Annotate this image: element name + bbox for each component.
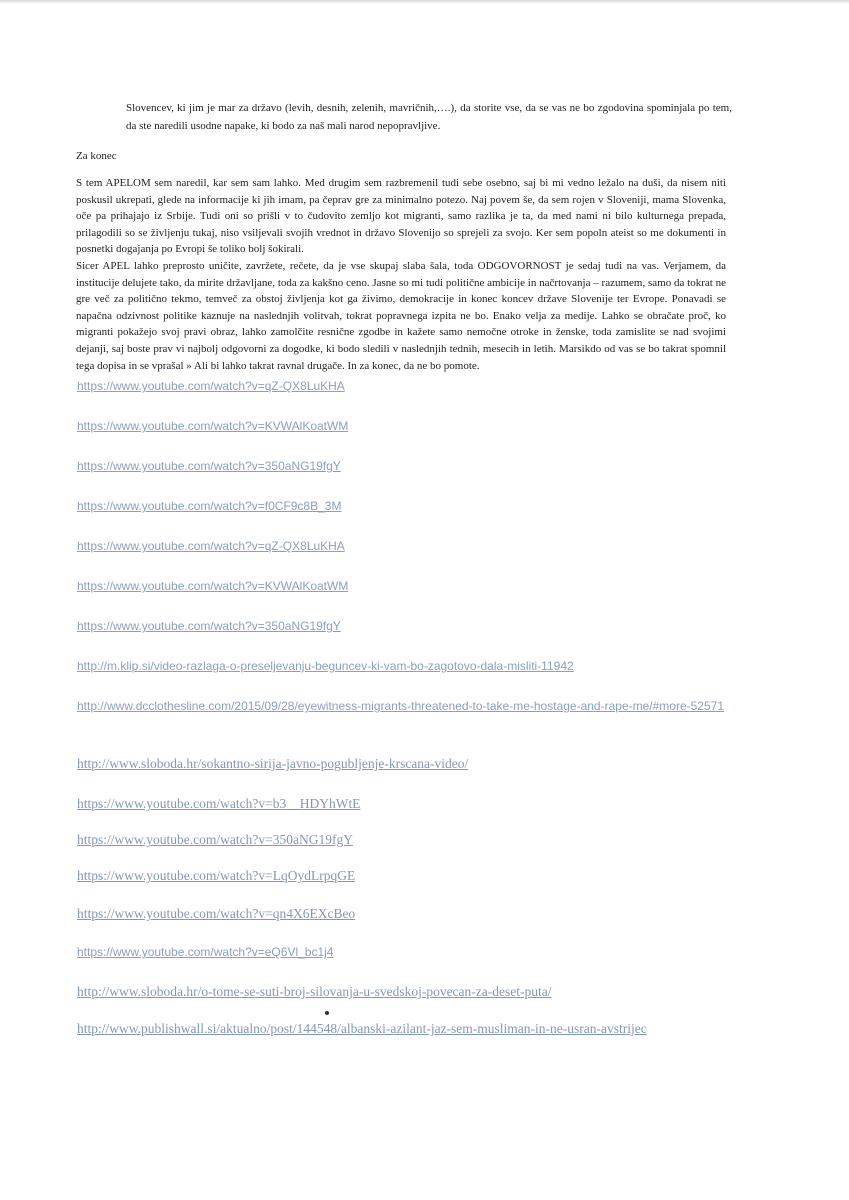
url-link[interactable]: https://www.youtube.com/watch?v=qZ-QX8LuKHA [77, 539, 345, 553]
link-item [77, 795, 727, 813]
link-item [77, 905, 727, 923]
link-item [77, 1020, 727, 1038]
link-item [77, 983, 727, 1001]
paragraph-responsibility: Sicer APEL lahko preprosto uničite, zavržete, rečete, da je vse skupaj slaba šala, toda ODGOVORNOST je sedaj tudi na vas. Verjamem, da institucije delujete tako, da mirite državljane, toda za kakšno ceno. Jasne so mi tudi politične ambicije in načrtovanja – razumem, samo da tokrat ne gre več za politično tekmo, temveč za obstoj življenja kot ga živimo, demokracije in konec koncev države Slovenije ter Evrope. Ponavadi se napačna odzivnost politike kaznuje na naslednjih volitvah, tokrat popravnega izpita ne bo. Enako velja za medije. Lahko se obračate proč, ko migranti pokažejo svoj pravi obraz, lahko zamolčite resnične zgodbe in kažete samo nemočne otroke in ženske, toda zamislite se nad svojimi dejanji, saj boste prav vi najbolj odgovorni za dogodke, ki bodo sledili v naslednjih tednih, mesecih in letih. Marsikdo od vas se bo takrat spomnil tega dopisa in se vprašal » Ali bi lahko takrat ravnal drugače. In za konec, da ne bo pomote. [76, 259, 726, 372]
link-item [77, 577, 727, 595]
paragraph-appeal: S tem APELOM sem naredil, kar sem sam lahko. Med drugim sem razbremenil tudi sebe osebno, saj bi mi vedno ležalo na duši, da nisem niti poskusil ukrepati, glede na informacije ki jih imam, pa čeprav gre za minimalno potezo. Naj povem še, da sem rojen v Sloveniji, mama Slovenka, oče pa prihajajo iz Srbije. Tudi oni so prišli v to čudovito zemljo kot migranti, samo razlika je ta, da med nami ni bilo kulturnega prepada, prilagodili so se življenju tukaj, niso vsiljevali svojih vrednot in državo Slovenijo so sprejeli za svojo. Ker sem popoln ateist so me dokumenti in posnetki dogajanja po Evropi še toliko bolj šokirali. [76, 177, 726, 256]
url-link[interactable]: http://www.publishwall.si/aktualno/post/144548/albanski-azilant-jaz-sem-musliman-in-ne-usran-avstrijec [77, 1021, 647, 1036]
link-item [77, 417, 727, 435]
url-link[interactable]: https://www.youtube.com/watch?v=350aNG19fgY [77, 619, 341, 633]
closing-section [76, 175, 726, 374]
url-link[interactable]: https://www.youtube.com/watch?v=qZ-QX8LuKHA [77, 379, 345, 393]
url-link[interactable]: http://m.klip.si/video-razlaga-o-preseljevanju-beguncev-ki-vam-bo-zagotovo-dala-misliti-11942 [77, 659, 574, 673]
link-item [77, 697, 727, 715]
link-item [77, 537, 727, 555]
url-link[interactable]: http://www.sloboda.hr/sokantno-sirija-javno-pogubljenje-krscana-video/ [77, 756, 469, 771]
link-item [77, 457, 727, 475]
url-link[interactable]: http://www.dcclothesline.com/2015/09/28/eyewitness-migrants-threatened-to-take-me-hostage-and-rape-me/#more-52571 [77, 699, 724, 713]
url-link[interactable]: https://www.youtube.com/watch?v=350aNG19fgY [77, 459, 341, 473]
link-item [77, 943, 727, 961]
link-item [77, 657, 727, 675]
scan-speck [325, 1011, 329, 1015]
url-link[interactable]: https://www.youtube.com/watch?v=eQ6Vl_bc1j4 [77, 945, 334, 959]
paragraph-continuation: Slovencev, ki jim je mar za državo (levih, desnih, zelenih, mavričnih,….), da storite vse, da se vas ne bo zgodovina spominjala po tem, da ste naredili usodne napake, ki bodo za naš mali narod nepopravljive. [126, 102, 732, 132]
url-link[interactable]: https://www.youtube.com/watch?v=350aNG19fgY [77, 832, 353, 847]
link-item [77, 497, 727, 515]
url-link[interactable]: https://www.youtube.com/watch?v=KVWAlKoatWM [77, 419, 349, 433]
url-link[interactable]: https://www.youtube.com/watch?v=qn4X6EXcBeo [77, 906, 356, 921]
url-link[interactable]: http://www.sloboda.hr/o-tome-se-suti-broj-silovanja-u-svedskoj-povecan-za-deset-puta/ [77, 984, 552, 999]
link-item [77, 617, 727, 635]
link-item [77, 755, 727, 773]
url-link[interactable]: https://www.youtube.com/watch?v=KVWAlKoatWM [77, 579, 349, 593]
url-link[interactable]: https://www.youtube.com/watch?v=b3__HDYhWtE [77, 796, 361, 811]
url-link[interactable]: https://www.youtube.com/watch?v=f0CF9c8B_3M [77, 499, 342, 513]
link-item [77, 867, 727, 885]
link-item [77, 377, 727, 395]
url-link[interactable]: https://www.youtube.com/watch?v=LqOydLrpqGE [77, 868, 356, 883]
scan-edge [0, 0, 849, 4]
section-heading: Za konec [76, 150, 117, 162]
link-item [77, 831, 727, 849]
